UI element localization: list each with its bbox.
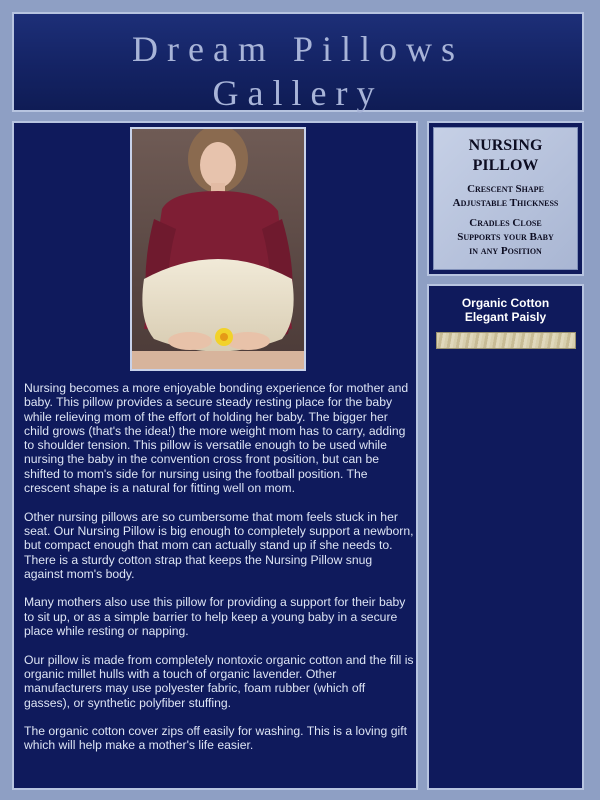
nursing-pillow-photo-image bbox=[132, 129, 304, 369]
fabric-options-panel bbox=[427, 284, 584, 790]
main-content-panel bbox=[12, 121, 418, 790]
product-feature-card bbox=[433, 127, 578, 270]
feature-2: Adjustable Thickness bbox=[452, 197, 559, 209]
site-title-line2: Gallery bbox=[212, 73, 384, 113]
description-paragraph-1: Nursing becomes a more enjoyable bonding experience for mother and baby. This pillow provides a secure steady resting place for the baby while relieving mom of the effort of holding her baby. The bigger her child grows (that's the idea!) the more weight mom has to carry, adding to shoulder tension. This pillow is versatile enough to be used while nursing the baby in the convention cross front position, but can be shifted to mom's side for nursing using the football position. The crescent shape is a natural for fitting well on mom. bbox=[24, 381, 409, 496]
description-paragraph-2: Other nursing pillows are so cumbersome that mom feels stuck in her seat. Our Nursing Pillow is big enough to completely support a newborn, but compact enough that mom can actually stand up if she needs to. There is a sturdy cotton strap that keeps the Nursing Pillow snug against mom's body. bbox=[24, 509, 414, 581]
description-paragraph-3: Many mothers also use this pillow for providing a support for their baby to sit up, or as a simple barrier to help keep a young baby in a secure place while resting or napping. bbox=[24, 595, 406, 639]
product-feature-box bbox=[427, 121, 584, 276]
product-name-line1: NURSING bbox=[468, 137, 543, 154]
site-header bbox=[12, 12, 584, 112]
feature-5: in any Position bbox=[469, 245, 542, 257]
feature-3: Cradles Close bbox=[469, 217, 542, 229]
feature-group-2 bbox=[434, 216, 577, 258]
fabric-swatch-paisly[interactable] bbox=[436, 332, 576, 349]
fabric-caption-line2: Elegant Paisly bbox=[464, 310, 547, 324]
product-photo bbox=[130, 127, 306, 371]
fabric-caption bbox=[429, 296, 582, 324]
feature-4: Supports your Baby bbox=[457, 231, 554, 243]
product-name bbox=[434, 136, 577, 176]
product-name-line2: PILLOW bbox=[472, 157, 539, 174]
fabric-caption-line1: Organic Cotton bbox=[461, 296, 550, 310]
product-description bbox=[24, 381, 414, 767]
description-paragraph-4: Our pillow is made from completely nontoxic organic cotton and the fill is organic millet hulls with a touch of organic lavender. Other manufacturers may use polyester fabric, foam rubber (which off gasses), or synthetic polyfiber stuffing. bbox=[24, 652, 414, 710]
feature-1: Crescent Shape bbox=[467, 183, 544, 195]
site-title-line1: Dream Pillows bbox=[132, 29, 464, 69]
description-paragraph-5: The organic cotton cover zips off easily for washing. This is a loving gift which will help make a mother's life easier. bbox=[24, 724, 407, 753]
feature-group-1 bbox=[434, 182, 577, 210]
